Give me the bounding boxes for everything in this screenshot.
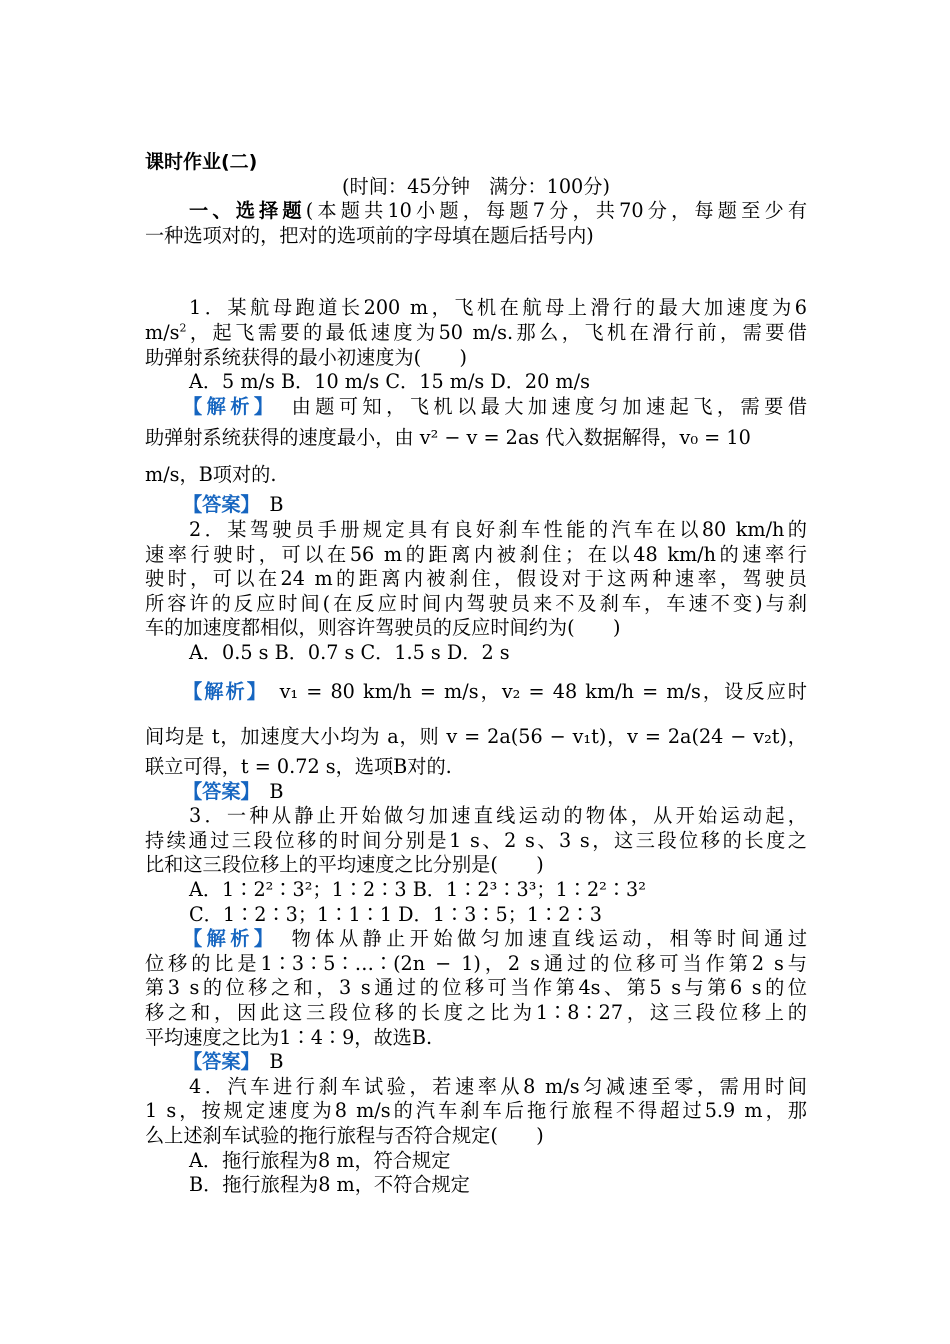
answer-label: 【答案】: [183, 779, 251, 803]
q2-line-1: 2．某驾驶员手册规定具有良好刹车性能的汽车在以80 km/h的: [189, 517, 807, 541]
q3-analysis-5: 平均速度之比为1∶4∶9，故选B.: [145, 1025, 433, 1049]
q3-options-2: C．1∶2∶3；1∶1∶1 D．1∶3∶5；1∶2∶3: [189, 902, 602, 926]
q1-analysis-1: [145, 395, 807, 420]
q1-analysis-text-1: 由题可知，飞机以最大加速度匀加速起飞，需要借: [267, 394, 807, 418]
document-page: [145, 150, 807, 1198]
q2-analysis-1: [145, 680, 807, 705]
q4-line-1: 4．汽车进行刹车试验，若速率从8 m/s匀减速至零，需用时间: [189, 1074, 807, 1098]
q2-line-4: 所容许的反应时间(在反应时间内驾驶员来不及刹车，车速不变)与刹: [145, 591, 807, 615]
analysis-label: 【解析】: [183, 679, 259, 703]
analysis-label: 【解析】: [183, 927, 268, 951]
q1-analysis-2: 助弹射系统获得的速度最小，由 v² − v = 2as 代入数据解得，v₀ = 10: [145, 426, 751, 450]
q3-options-1: A．1∶2²∶3²；1∶2∶3 B．1∶2³∶3³；1∶2²∶3²: [189, 878, 646, 902]
q2-answer-value: B: [250, 779, 284, 803]
q2-answer: [145, 780, 807, 805]
q2-options: A．0.5 s B．0.7 s C．1.5 s D．2 s: [189, 640, 510, 664]
section-title: 一、选择题: [189, 199, 306, 223]
section-desc: (本题共10小题，每题7分，共70分，每题至少有: [305, 199, 807, 223]
q4-option-b: B．拖行旅程为8 m，不符合规定: [189, 1173, 470, 1197]
q4-line-3: 么上述刹车试验的拖行旅程与否符合规定( ): [145, 1124, 544, 1147]
q3-analysis-1: [145, 927, 807, 952]
q2-analysis-2: 间均是 t，加速度大小均为 a，则 v = 2a(56 − v₁t)，v = 2a(24 − v₂t)，: [145, 725, 807, 749]
q2-line-3: 驶时，可以在24 m的距离内被刹住，假设对于这两种速率，驾驶员: [145, 567, 807, 591]
q2-line-2: 速率行驶时，可以在56 m的距离内被刹住；在以48 km/h的速率行: [145, 542, 807, 566]
q3-analysis-text-1: 物体从静止开始做匀加速直线运动，相等时间通过: [267, 927, 807, 951]
q1-line-2: [145, 321, 807, 346]
section-header: [145, 199, 807, 224]
q3-line-2: 持续通过三段位移的时间分别是1 s、2 s、3 s，这三段位移的长度之: [145, 828, 807, 852]
q3-line-1: 3．一种从静止开始做匀加速直线运动的物体，从开始运动起，: [189, 804, 807, 828]
q2-analysis-text-1: v₁ = 80 km/h = m/s，v₂ = 48 km/h = m/s，设反应时: [258, 679, 807, 703]
q1-options: A．5 m/s B．10 m/s C．15 m/s D．20 m/s: [189, 370, 590, 394]
q3-line-3: 比和这三段位移上的平均速度之比分别是( ): [145, 853, 544, 877]
q3-answer: [145, 1050, 807, 1075]
q1-unit: m/s: [145, 320, 180, 344]
time-limit: (时间：45分钟 满分：100分): [342, 174, 610, 198]
answer-label: 【答案】: [183, 493, 251, 517]
q1-line-2-rest: ，起飞需要的最低速度为50 m/s.那么，飞机在滑行前，需要借: [186, 320, 807, 344]
analysis-label: 【解析】: [183, 394, 268, 418]
q1-line-1: 1．某航母跑道长200 m，飞机在航母上滑行的最大加速度为6: [189, 296, 807, 320]
q1-sup: 2: [179, 321, 187, 335]
answer-label: 【答案】: [183, 1050, 251, 1074]
q3-analysis-4: 移之和，因此这三段位移的长度之比为1∶8∶27，这三段位移上的: [145, 1001, 807, 1025]
q3-answer-value: B: [250, 1050, 284, 1074]
page-title: 课时作业(二): [145, 151, 258, 173]
q1-analysis-3: m/s，B项对的.: [145, 463, 277, 487]
q4-option-a: A．拖行旅程为8 m，符合规定: [189, 1148, 451, 1172]
q3-analysis-2: 位移的比是1∶3∶5∶…∶(2n − 1)，2 s通过的位移可当作第2 s与: [145, 951, 807, 975]
q1-line-3: 助弹射系统获得的最小初速度为( ): [145, 345, 467, 369]
q4-line-2: 1 s，按规定速度为8 m/s的汽车刹车后拖行旅程不得超过5.9 m，那: [145, 1099, 807, 1123]
q2-line-5: 车的加速度都相似，则容许驾驶员的反应时间约为( ): [145, 616, 621, 640]
q3-analysis-3: 第3 s的位移之和，3 s通过的位移可当作第4s、第5 s与第6 s的位: [145, 976, 807, 1000]
q2-analysis-3: 联立可得，t = 0.72 s，选项B对的.: [145, 755, 452, 779]
q1-answer-value: B: [250, 493, 284, 517]
q1-answer: [145, 493, 807, 518]
section-desc-2: 一种选项对的，把对的选项前的字母填在题后括号内): [145, 223, 594, 247]
